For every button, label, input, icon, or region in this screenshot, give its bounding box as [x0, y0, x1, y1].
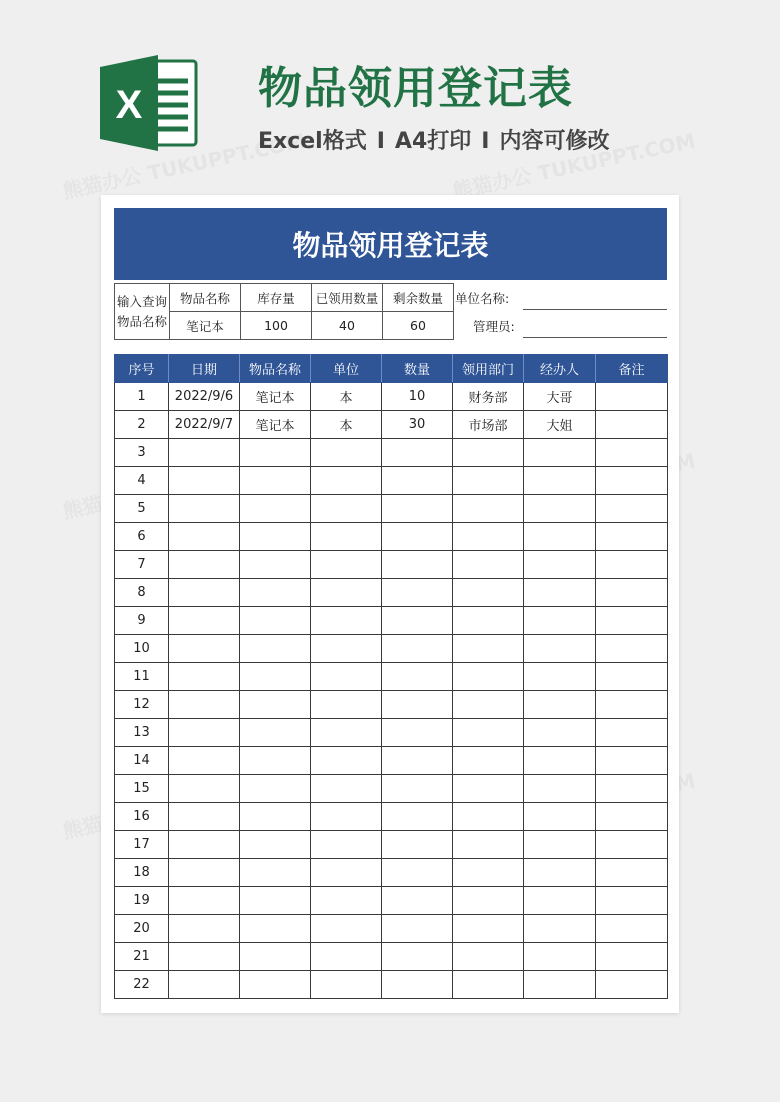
table-row [115, 607, 668, 635]
cell-date[interactable] [169, 551, 240, 579]
cell-handler[interactable] [524, 971, 596, 999]
cell-quantity[interactable]: 10 [382, 383, 453, 411]
cell-remark[interactable] [596, 803, 668, 831]
cell-department[interactable] [453, 887, 524, 915]
cell-item[interactable] [240, 719, 311, 747]
cell-date[interactable] [169, 719, 240, 747]
cell-item[interactable] [240, 887, 311, 915]
cell-item[interactable]: 笔记本 [240, 383, 311, 411]
cell-date[interactable]: 2022/9/6 [169, 383, 240, 411]
cell-index[interactable]: 6 [115, 523, 169, 551]
table-row [115, 579, 668, 607]
cell-unit[interactable]: 本 [311, 411, 382, 439]
cell-handler[interactable] [524, 467, 596, 495]
cell-department[interactable] [453, 803, 524, 831]
table-row [115, 887, 668, 915]
cell-index[interactable]: 9 [115, 607, 169, 635]
table-row [115, 915, 668, 943]
cell-item[interactable] [240, 635, 311, 663]
column-header-department: 领用部门 [453, 355, 524, 383]
cell-handler[interactable] [524, 831, 596, 859]
cell-date[interactable] [169, 523, 240, 551]
cell-unit[interactable] [311, 915, 382, 943]
excel-logo-icon [100, 55, 200, 151]
cell-index[interactable]: 1 [115, 383, 169, 411]
cell-remark[interactable] [596, 383, 668, 411]
cell-quantity[interactable] [382, 635, 453, 663]
cell-remark[interactable] [596, 915, 668, 943]
cell-department[interactable] [453, 719, 524, 747]
query-header-stock: 库存量 [241, 284, 312, 312]
cell-index[interactable]: 18 [115, 859, 169, 887]
cell-unit[interactable] [311, 663, 382, 691]
cell-date[interactable] [169, 915, 240, 943]
cell-remark[interactable] [596, 971, 668, 999]
subtitle-print: A4打印 [394, 129, 472, 154]
cell-remark[interactable] [596, 719, 668, 747]
cell-quantity[interactable] [382, 831, 453, 859]
cell-handler[interactable] [524, 943, 596, 971]
cell-handler[interactable] [524, 915, 596, 943]
cell-index[interactable]: 10 [115, 635, 169, 663]
column-header-handler: 经办人 [524, 355, 596, 383]
cell-index[interactable]: 13 [115, 719, 169, 747]
cell-handler[interactable] [524, 691, 596, 719]
cell-item[interactable]: 笔记本 [240, 411, 311, 439]
cell-index[interactable]: 11 [115, 663, 169, 691]
cell-item[interactable] [240, 467, 311, 495]
cell-unit[interactable] [311, 859, 382, 887]
table-row [115, 775, 668, 803]
manager-field[interactable] [523, 311, 667, 338]
cell-date[interactable] [169, 663, 240, 691]
table-row [115, 495, 668, 523]
cell-department[interactable] [453, 635, 524, 663]
cell-handler[interactable] [524, 495, 596, 523]
table-row [115, 943, 668, 971]
cell-department[interactable] [453, 439, 524, 467]
cell-unit[interactable] [311, 635, 382, 663]
table-row [115, 439, 668, 467]
cell-remark[interactable] [596, 775, 668, 803]
cell-remark[interactable] [596, 495, 668, 523]
cell-index[interactable]: 3 [115, 439, 169, 467]
query-label-line2: 物品名称 [116, 313, 167, 329]
cell-item[interactable] [240, 523, 311, 551]
query-header-used: 已领用数量 [312, 284, 383, 312]
cell-department[interactable] [453, 831, 524, 859]
cell-item[interactable] [240, 859, 311, 887]
cell-department[interactable] [453, 467, 524, 495]
query-label-line1: 输入查询 [116, 293, 167, 309]
cell-item[interactable] [240, 579, 311, 607]
cell-handler[interactable]: 大姐 [524, 411, 596, 439]
cell-unit[interactable] [311, 719, 382, 747]
cell-department[interactable] [453, 607, 524, 635]
cell-quantity[interactable] [382, 887, 453, 915]
cell-quantity[interactable]: 30 [382, 411, 453, 439]
cell-date[interactable] [169, 691, 240, 719]
cell-remark[interactable] [596, 523, 668, 551]
cell-unit[interactable] [311, 775, 382, 803]
table-row [115, 803, 668, 831]
cell-unit[interactable] [311, 607, 382, 635]
table-row [115, 411, 668, 439]
cell-department[interactable] [453, 971, 524, 999]
cell-department[interactable]: 财务部 [453, 383, 524, 411]
document-sheet [101, 195, 679, 1013]
cell-item[interactable] [240, 943, 311, 971]
cell-quantity[interactable] [382, 971, 453, 999]
cell-remark[interactable] [596, 887, 668, 915]
cell-item[interactable] [240, 915, 311, 943]
cell-department[interactable] [453, 775, 524, 803]
query-value-stock: 100 [241, 312, 312, 340]
cell-quantity[interactable] [382, 859, 453, 887]
cell-item[interactable] [240, 691, 311, 719]
page-subtitle [258, 124, 609, 155]
cell-handler[interactable] [524, 551, 596, 579]
cell-item[interactable] [240, 495, 311, 523]
cell-unit[interactable] [311, 747, 382, 775]
cell-unit[interactable] [311, 691, 382, 719]
cell-date[interactable] [169, 607, 240, 635]
table-row [115, 691, 668, 719]
table-row [115, 663, 668, 691]
cell-department[interactable] [453, 915, 524, 943]
cell-handler[interactable] [524, 803, 596, 831]
cell-quantity[interactable] [382, 607, 453, 635]
cell-date[interactable]: 2022/9/7 [169, 411, 240, 439]
cell-quantity[interactable] [382, 747, 453, 775]
cell-quantity[interactable] [382, 495, 453, 523]
cell-date[interactable] [169, 635, 240, 663]
table-row [115, 551, 668, 579]
table-row [115, 859, 668, 887]
cell-handler[interactable] [524, 775, 596, 803]
cell-handler[interactable] [524, 719, 596, 747]
column-header-index: 序号 [115, 355, 169, 383]
column-header-unit: 单位 [311, 355, 382, 383]
cell-index[interactable]: 4 [115, 467, 169, 495]
cell-department[interactable] [453, 859, 524, 887]
manager-label: 管理员: [473, 319, 515, 334]
cell-handler[interactable] [524, 523, 596, 551]
cell-unit[interactable] [311, 551, 382, 579]
subtitle-editable: 内容可修改 [499, 129, 610, 154]
cell-handler[interactable] [524, 747, 596, 775]
cell-quantity[interactable] [382, 523, 453, 551]
sheet-banner-title: 物品领用登记表 [114, 208, 667, 280]
cell-index[interactable]: 12 [115, 691, 169, 719]
cell-department[interactable] [453, 495, 524, 523]
cell-item[interactable] [240, 971, 311, 999]
unit-name-field[interactable] [523, 283, 667, 310]
cell-item[interactable] [240, 663, 311, 691]
cell-handler[interactable] [524, 887, 596, 915]
cell-date[interactable] [169, 579, 240, 607]
column-header-remark: 备注 [596, 355, 668, 383]
cell-remark[interactable] [596, 859, 668, 887]
cell-unit[interactable] [311, 803, 382, 831]
cell-remark[interactable] [596, 831, 668, 859]
cell-handler[interactable] [524, 579, 596, 607]
table-body [115, 383, 668, 999]
cell-date[interactable] [169, 831, 240, 859]
table-row [115, 635, 668, 663]
cell-handler[interactable]: 大哥 [524, 383, 596, 411]
cell-handler[interactable] [524, 607, 596, 635]
cell-department[interactable] [453, 663, 524, 691]
cell-item[interactable] [240, 607, 311, 635]
cell-index[interactable]: 2 [115, 411, 169, 439]
column-header-item: 物品名称 [240, 355, 311, 383]
cell-remark[interactable] [596, 635, 668, 663]
cell-index[interactable]: 20 [115, 915, 169, 943]
cell-date[interactable] [169, 803, 240, 831]
column-header-quantity: 数量 [382, 355, 453, 383]
cell-index[interactable]: 19 [115, 887, 169, 915]
subtitle-separator: I [376, 129, 385, 154]
cell-quantity[interactable] [382, 943, 453, 971]
cell-item[interactable] [240, 803, 311, 831]
query-header-item: 物品名称 [170, 284, 241, 312]
cell-index[interactable]: 14 [115, 747, 169, 775]
cell-remark[interactable] [596, 663, 668, 691]
cell-index[interactable]: 5 [115, 495, 169, 523]
cell-remark[interactable] [596, 747, 668, 775]
cell-department[interactable] [453, 943, 524, 971]
cell-quantity[interactable] [382, 915, 453, 943]
cell-date[interactable] [169, 439, 240, 467]
cell-unit[interactable] [311, 943, 382, 971]
cell-department[interactable] [453, 579, 524, 607]
cell-date[interactable] [169, 775, 240, 803]
cell-department[interactable] [453, 551, 524, 579]
cell-remark[interactable] [596, 691, 668, 719]
cell-item[interactable] [240, 747, 311, 775]
cell-department[interactable] [453, 747, 524, 775]
cell-quantity[interactable] [382, 775, 453, 803]
cell-quantity[interactable] [382, 579, 453, 607]
table-row [115, 719, 668, 747]
cell-index[interactable]: 17 [115, 831, 169, 859]
cell-quantity[interactable] [382, 803, 453, 831]
cell-date[interactable] [169, 495, 240, 523]
cell-unit[interactable] [311, 579, 382, 607]
query-value-item[interactable]: 笔记本 [170, 312, 241, 340]
cell-index[interactable]: 7 [115, 551, 169, 579]
cell-handler[interactable] [524, 859, 596, 887]
table-row [115, 831, 668, 859]
query-table [114, 283, 454, 340]
column-header-date: 日期 [169, 355, 240, 383]
cell-date[interactable] [169, 943, 240, 971]
cell-department[interactable] [453, 523, 524, 551]
cell-remark[interactable] [596, 467, 668, 495]
cell-index[interactable]: 8 [115, 579, 169, 607]
cell-remark[interactable] [596, 439, 668, 467]
cell-quantity[interactable] [382, 439, 453, 467]
cell-index[interactable]: 15 [115, 775, 169, 803]
cell-unit[interactable] [311, 971, 382, 999]
cell-quantity[interactable] [382, 663, 453, 691]
cell-unit[interactable] [311, 439, 382, 467]
cell-date[interactable] [169, 887, 240, 915]
cell-unit[interactable] [311, 467, 382, 495]
query-header-remaining: 剩余数量 [383, 284, 454, 312]
cell-unit[interactable] [311, 831, 382, 859]
cell-remark[interactable] [596, 607, 668, 635]
cell-handler[interactable] [524, 635, 596, 663]
table-row [115, 383, 668, 411]
query-label [115, 284, 170, 340]
cell-date[interactable] [169, 747, 240, 775]
cell-unit[interactable]: 本 [311, 383, 382, 411]
cell-remark[interactable] [596, 579, 668, 607]
table-row [115, 747, 668, 775]
excel-logo-letter: X [115, 83, 143, 127]
unit-name-label: 单位名称: [455, 291, 510, 306]
query-value-used: 40 [312, 312, 383, 340]
cell-item[interactable] [240, 831, 311, 859]
cell-item[interactable] [240, 775, 311, 803]
cell-item[interactable] [240, 439, 311, 467]
cell-quantity[interactable] [382, 551, 453, 579]
cell-remark[interactable] [596, 551, 668, 579]
cell-quantity[interactable] [382, 719, 453, 747]
cell-date[interactable] [169, 971, 240, 999]
cell-date[interactable] [169, 859, 240, 887]
registration-table [114, 354, 668, 999]
cell-remark[interactable] [596, 943, 668, 971]
cell-unit[interactable] [311, 523, 382, 551]
subtitle-format: Excel格式 [258, 129, 367, 154]
table-row [115, 467, 668, 495]
query-value-remaining: 60 [383, 312, 454, 340]
page-title: 物品领用登记表 [258, 63, 573, 114]
cell-department[interactable] [453, 691, 524, 719]
cell-unit[interactable] [311, 495, 382, 523]
cell-department[interactable]: 市场部 [453, 411, 524, 439]
cell-date[interactable] [169, 467, 240, 495]
table-header-row [115, 355, 668, 383]
cell-remark[interactable] [596, 411, 668, 439]
cell-quantity[interactable] [382, 467, 453, 495]
cell-quantity[interactable] [382, 691, 453, 719]
cell-handler[interactable] [524, 663, 596, 691]
table-row [115, 523, 668, 551]
cell-unit[interactable] [311, 887, 382, 915]
table-row [115, 971, 668, 999]
cell-item[interactable] [240, 551, 311, 579]
cell-handler[interactable] [524, 439, 596, 467]
subtitle-separator: I [481, 129, 490, 154]
cell-index[interactable]: 21 [115, 943, 169, 971]
cell-index[interactable]: 16 [115, 803, 169, 831]
cell-index[interactable]: 22 [115, 971, 169, 999]
